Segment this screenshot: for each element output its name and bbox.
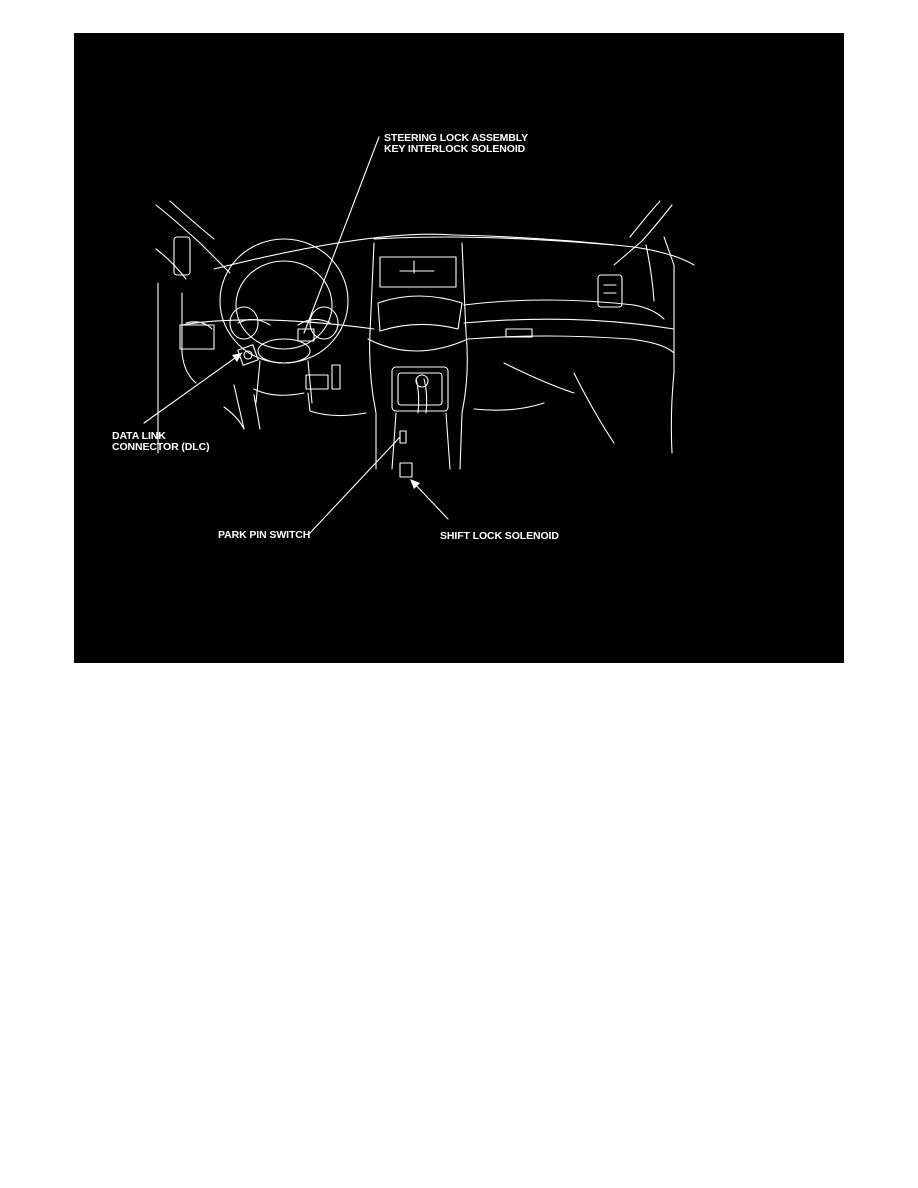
left-lower-panel [180,325,214,349]
leader-data-link [144,353,242,423]
callout-shift-lock-solenoid [440,531,559,542]
passenger-dash-front [464,300,664,319]
callout-park-pin-switch-text: PARK PIN SWITCH [218,529,311,541]
left-lower-pedal [234,385,260,429]
callout-data-link-line2: CONNECTOR (DLC) [112,441,210,453]
climate-panel [378,296,462,331]
left-vent [174,237,190,275]
shift-lock-solenoid-part [400,463,412,477]
center-stack-right [460,243,467,469]
dashboard-line-drawing [74,33,844,663]
steering-column [256,361,312,403]
steering-wheel-inner [236,261,332,349]
steering-wheel-hub [258,339,310,363]
right-door-trim [646,245,654,301]
shifter-bezel [392,367,448,411]
callout-data-link-line1: DATA LINK [112,430,166,442]
radio-detail [400,261,434,273]
park-pin-switch-part [400,431,406,443]
right-a-pillar [614,205,672,265]
leader-shift-lock [412,481,448,519]
accelerator [332,365,340,389]
right-door [664,237,674,453]
callout-park-pin-switch [218,530,310,541]
knee-panel [254,389,304,395]
passenger-dash-lower [468,336,674,353]
leader-steering-lock [304,137,379,333]
console-sides [392,413,450,469]
dash-horizon-right [464,319,674,329]
left-gauge [230,307,258,339]
callout-shift-lock-solenoid-text: SHIFT LOCK SOLENOID [440,530,559,542]
radio-display [380,257,456,287]
right-a-pillar-inner [630,201,660,237]
passenger-seat-edge [574,373,614,443]
left-a-pillar [156,205,230,273]
diagram-panel [74,33,844,663]
callout-steering-lock [384,133,528,155]
floor-left [308,393,366,416]
shifter-bezel-inner [398,373,442,405]
steering-wheel-outer [220,239,348,363]
right-vent-slot [604,285,616,293]
passenger-footwell [504,363,574,393]
callout-data-link [112,431,209,453]
center-stack-left [370,243,376,469]
left-door-line [182,293,196,383]
leader-park-pin [310,437,400,533]
center-console-curve [368,339,468,351]
callout-steering-lock-line1: STEERING LOCK ASSEMBLY [384,132,529,144]
left-a-pillar-inner [170,201,214,239]
dashboard-top-inner [374,237,614,245]
shift-lever [416,379,427,413]
callout-steering-lock-line2: KEY INTERLOCK SOLENOID [384,143,526,155]
floor-right [474,403,544,410]
shift-knob [416,375,428,387]
